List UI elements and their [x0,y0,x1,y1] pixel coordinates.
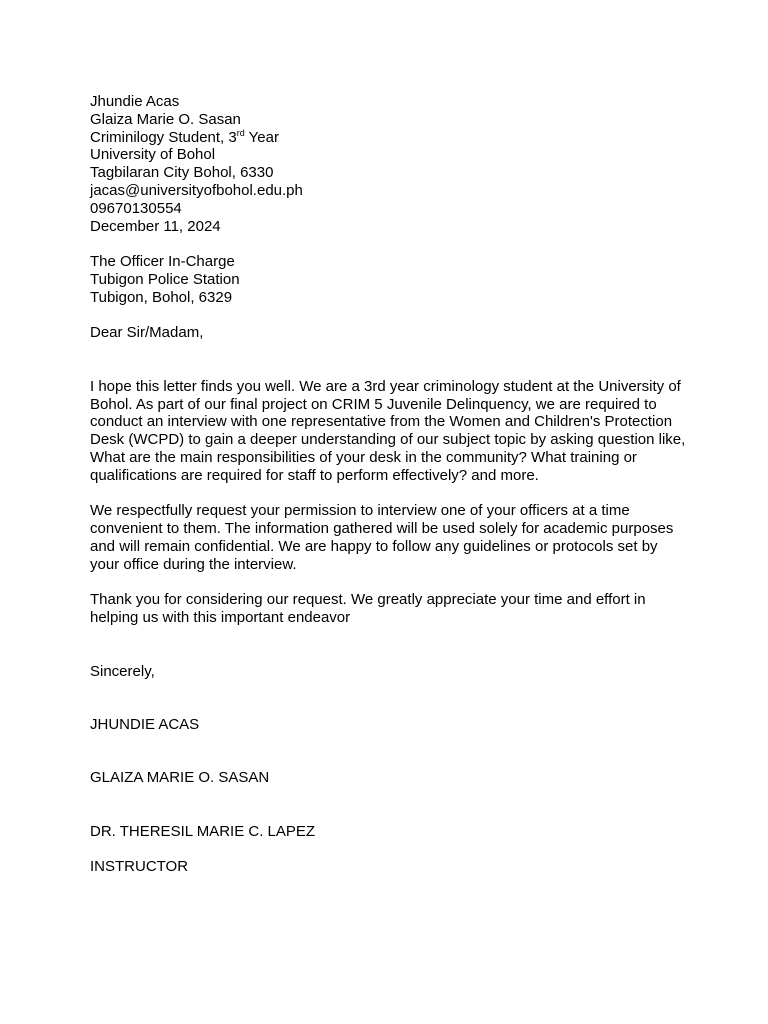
recipient-line-1: The Officer In-Charge [90,253,235,271]
sender-title [90,129,690,147]
closing: Sincerely, [90,662,155,680]
sender-title-suffix: Year [244,128,279,146]
signature-title: INSTRUCTOR [90,858,189,876]
signature-3: DR. THERESIL MARIE C. LAPEZ [90,822,316,840]
sender-title-prefix: Criminilogy Student, 3 [90,128,237,146]
body-paragraph-2: We respectfully request your permission to interview one of your officers at a time convenient to them. The information gathered will be used solely for academic purposes and will remain confidential. We are happy to follow any guidelines or protocols set by your office during the interview. [90,502,674,573]
recipient-block [90,253,690,306]
sender-phone: 09670130554 [90,199,182,217]
recipient-line-2: Tubigon Police Station [90,270,240,288]
body-paragraph-1: I hope this letter finds you well. We are a 3rd year criminology student at the University of Bohol. As part of our final project on CRIM 5 Juvenile Delinquency, we are required to conduct an interview with one representative from the Women and Children's Protection Desk (WCPD) to gain a deeper understanding of our subject topic by asking question like, What are the main responsibilities of your desk in the community? What training or qualifications are required for staff to perform effectively? and more. [90,377,686,484]
sender-title-ordinal: rd [236,127,245,138]
letter-page [90,93,690,876]
body-paragraph-3: Thank you for considering our request. We greatly appreciate your time and effort in helping us with this important endeavor [90,591,646,627]
signature-2: GLAIZA MARIE O. SASAN [90,769,270,787]
sender-name-2: Glaiza Marie O. Sasan [90,110,241,128]
sender-city: Tagbilaran City Bohol, 6330 [90,164,274,182]
signature-1: JHUNDIE ACAS [90,715,200,733]
recipient-line-3: Tubigon, Bohol, 6329 [90,288,233,306]
sender-school: University of Bohol [90,146,216,164]
salutation: Dear Sir/Madam, [90,324,204,342]
letter-date: December 11, 2024 [90,217,221,235]
sender-block [90,93,690,235]
sender-name-1: Jhundie Acas [90,93,180,110]
sender-email: jacas@universityofbohol.edu.ph [90,181,303,199]
